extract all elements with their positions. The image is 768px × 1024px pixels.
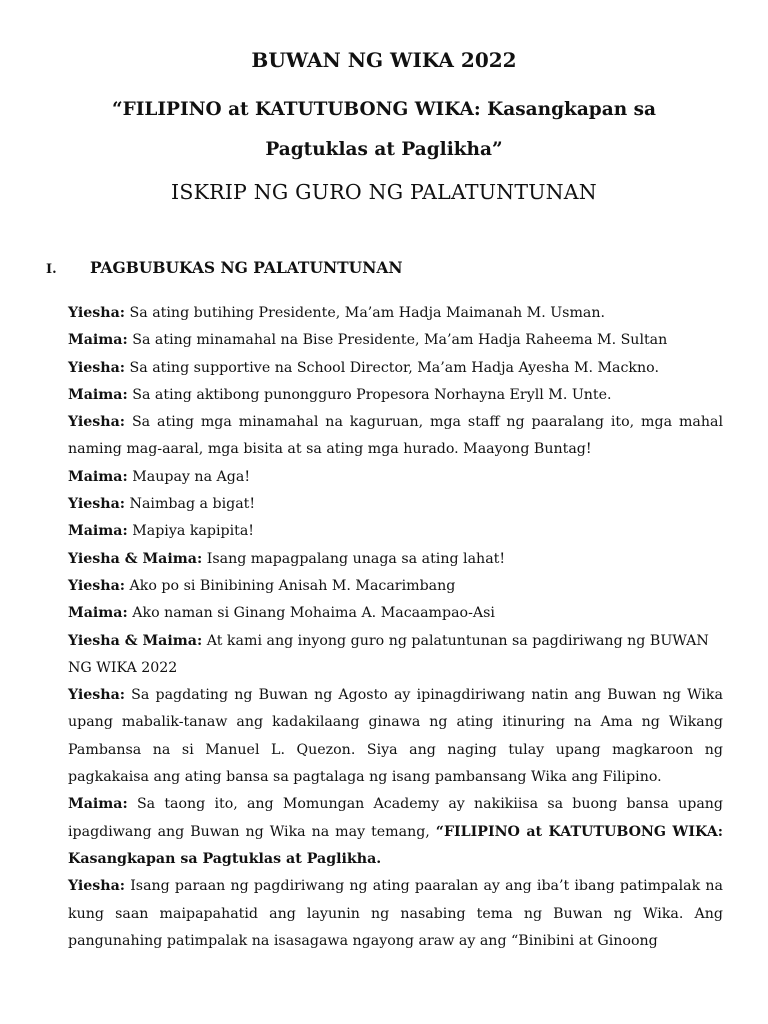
theme-line-2: Pagtuklas at Paglikha” [265,139,503,160]
speaker-label: Yiesha: [68,305,126,321]
script-line [68,682,723,791]
script-line [68,873,723,955]
speaker-label: Yiesha: [68,577,126,594]
script-line [68,300,723,327]
speaker-label: Yiesha: [68,496,126,513]
dialogue-text: Ako po si Binibining Anisah M. Macarimbang [125,577,456,594]
script-line [68,546,723,573]
script-line [68,355,723,382]
script-line [68,628,723,683]
speaker-label: Yiesha: [68,359,126,376]
theme-line-1: “FILIPINO at KATUTUBONG WIKA: Kasangkapan sa [111,99,657,120]
script-body [68,300,723,955]
speaker-label: Maima: [68,386,128,403]
script-line [68,518,723,545]
dialogue-text: At kami ang inyong guro ng palatuntunan sa pagdiriwang ng BUWAN NG WIKA 2022 [68,632,709,676]
dialogue-text: Maupay na Aga! [127,468,251,485]
dialogue-text: Mapiya kapipita! [127,523,254,540]
script-line [68,573,723,600]
script-line [68,409,723,464]
script-line [68,327,723,354]
speaker-label: Yiesha: [68,414,126,431]
dialogue-text: Sa ating aktibong punongguro Propesora Norhayna Eryll M. Unte. [127,386,612,403]
speaker-label: Maima: [68,523,128,540]
dialogue-text: Sa ating butihing Presidente, Ma’am Hadja Maimanah M. Usman. [125,305,606,321]
dialogue-text: Isang mapagpalang unaga sa ating lahat! [202,550,506,567]
speaker-label: Maima: [68,468,128,485]
dialogue-text: Sa taong ito, ang Momungan Academy ay nakikiisa sa buong bansa upang ipagdiwang ang Buwan ng Wika na may temang, [68,796,723,840]
dialogue-text: Naimbag a bigat! [125,496,256,513]
section-title: PAGBUBUKAS NG PALATUNTUNAN [90,258,403,277]
speaker-label: Yiesha & Maima: [68,550,203,567]
dialogue-text: Sa ating minamahal na Bise Presidente, Ma’am Hadja Raheema M. Sultan [127,332,668,349]
document-subtitle: ISKRIP NG GURO NG PALATUNTUNAN [171,180,597,204]
script-line [68,491,723,518]
theme-emphasis: “FILIPINO at KATUTUBONG WIKA: Kasangkapan sa Pagtuklas at Paglikha. [68,823,723,867]
dialogue-text: Sa ating supportive na School Director, Ma’am Hadja Ayesha M. Mackno. [125,359,659,376]
dialogue-text: Sa pagdating ng Buwan ng Agosto ay ipinagdiriwang natin ang Buwan ng Wika upang mabalik-tanaw ang kadakilaang ginawa ng ating itinuring na Ama ng Wikang Pambansa na si Manuel L. Quezon. Siya ang naging tulay upang magkaroon ng pagkakaisa ang ating bansa sa pagtalaga ng isang pambansang Wika ang Filipino. [68,687,723,786]
script-line [68,382,723,409]
script-line [68,600,723,627]
theme-heading [90,90,678,170]
speaker-label: Yiesha: [68,687,126,704]
section-number: I. [46,262,57,277]
script-line [68,791,723,873]
speaker-label: Maima: [68,605,128,622]
speaker-label: Yiesha: [68,878,126,895]
document-title: BUWAN NG WIKA 2022 [251,48,517,72]
speaker-label: Maima: [68,332,128,349]
speaker-label: Yiesha & Maima: [68,632,203,649]
dialogue-text: Ako naman si Ginang Mohaima A. Macaampao-Asi [127,605,495,622]
dialogue-text: Sa ating mga minamahal na kaguruan, mga staff ng paaralang ito, mga mahal naming mag-aaral, mga bisita at sa ating mga hurado. Maayong Buntag! [68,414,723,458]
speaker-label: Maima: [68,796,128,813]
script-line [68,464,723,491]
dialogue-text: Isang paraan ng pagdiriwang ng ating paaralan ay ang iba’t ibang patimpalak na kung saan maipapahatid ang layunin ng nasabing tema ng Buwan ng Wika. Ang pangunahing patimpalak na isasagawa ngayong araw ay ang “Binibini at Ginoong [68,878,723,949]
